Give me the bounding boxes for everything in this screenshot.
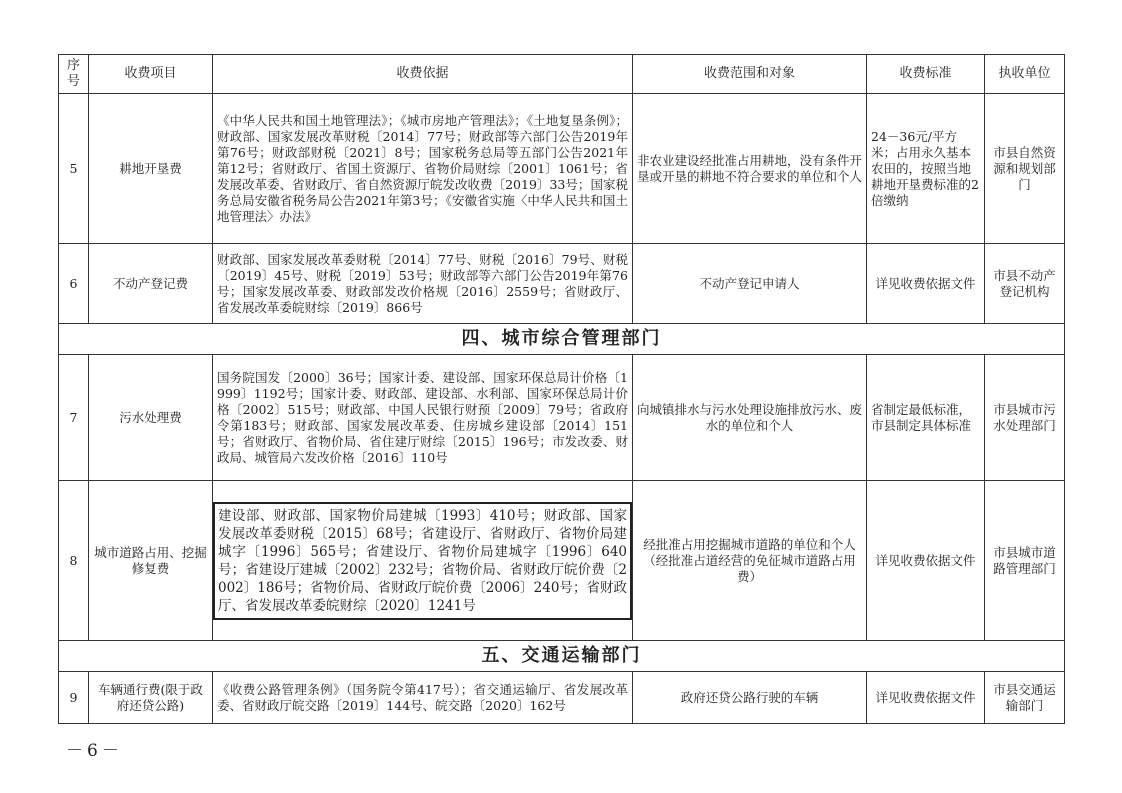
page-number: －6－ xyxy=(66,741,123,761)
row-item: 不动产登记费 xyxy=(89,244,213,324)
row-standard: 详见收费依据文件 xyxy=(867,244,985,324)
header-scope: 收费范围和对象 xyxy=(633,55,867,94)
fee-table xyxy=(58,54,1065,724)
row-scope: 不动产登记申请人 xyxy=(633,244,867,324)
row-basis: 财政部、国家发展改革委财税〔2014〕77号、财税〔2016〕79号、财税〔2019〕45号、财税〔2019〕53号；财政部等六部门公告2019年第76号；国家发展改革委、财政部发改价格规〔2016〕2559号；省财政厅、省发展改革委皖财综〔2019〕866号 xyxy=(213,244,633,324)
row-standard: 省制定最低标准，市县制定具体标准 xyxy=(867,355,985,481)
row-basis: 国务院国发〔2000〕36号；国家计委、建设部、国家环保总局计价格〔1999〕1192号；国家计委、财政部、建设部、水利部、国家环保总局计价格〔2002〕515号；财政部、中国人民银行财预〔2009〕79号；省政府令第183号；财政部、国家发展改革委、住房城乡建设部〔2014〕151号；省财政厅、省物价局、省住建厅财综〔2015〕196号；市发改委、财政局、城管局六发改价格〔2016〕110号 xyxy=(213,355,633,481)
table-row xyxy=(59,481,1065,641)
row-num: 6 xyxy=(59,244,89,324)
header-num: 序号 xyxy=(59,55,89,94)
section-row xyxy=(59,641,1065,672)
table-row xyxy=(59,244,1065,324)
row-scope: 政府还贷公路行驶的车辆 xyxy=(633,672,867,724)
header-basis: 收费依据 xyxy=(213,55,633,94)
section-title-5: 五、交通运输部门 xyxy=(59,641,1065,672)
table-row xyxy=(59,672,1065,724)
row-item: 车辆通行费(限于政府还贷公路) xyxy=(89,672,213,724)
row-standard: 24－36元/平方米；占用永久基本农田的，按照当地耕地开垦费标准的2倍缴纳 xyxy=(867,94,985,244)
row-scope: 非农业建设经批准占用耕地，没有条件开垦或开垦的耕地不符合要求的单位和个人 xyxy=(633,94,867,244)
row-item: 污水处理费 xyxy=(89,355,213,481)
row-basis: 《中华人民共和国土地管理法》；《城市房地产管理法》；《土地复垦条例》；财政部、国家发展改革财税〔2014〕77号；财政部等六部门公告2019年第76号；财政部财税〔2021〕8号；国家税务总局等五部门公告2021年第12号；省财政厅、省国土资源厅、省物价局财综〔2001〕1061号；省发展改革委、省财政厅、省自然资源厅皖发改收费〔2019〕33号；国家税务总局安徽省税务局公告2021年第3号；《安徽省实施〈中华人民共和国土地管理法〉办法》 xyxy=(213,94,633,244)
row-scope: 经批准占用挖掘城市道路的单位和个人（经批准占道经营的免征城市道路占用费） xyxy=(633,481,867,641)
row-unit: 市县城市污水处理部门 xyxy=(985,355,1065,481)
section-title-4: 四、城市综合管理部门 xyxy=(59,324,1065,355)
header-unit: 执收单位 xyxy=(985,55,1065,94)
row-basis-cell xyxy=(213,481,633,641)
table-row xyxy=(59,94,1065,244)
row-scope: 向城镇排水与污水处理设施排放污水、废水的单位和个人 xyxy=(633,355,867,481)
row-num: 8 xyxy=(59,481,89,641)
row-basis: 建设部、财政部、国家物价局建城〔1993〕410号；财政部、国家发展改革委财税〔2015〕68号；省建设厅、省财政厅、省物价局建城字〔1996〕565号；省建设厅、省物价局建城字〔1996〕640号；省建设厅建城〔2002〕232号；省物价局、省财政厅皖价费〔2002〕186号；省物价局、省财政厅皖价费〔2006〕240号；省财政厅、省发展改革委皖财综〔2020〕1241号 xyxy=(213,502,632,620)
row-basis: 《收费公路管理条例》（国务院令第417号）；省交通运输厅、省发展改革委、省财政厅皖交路〔2019〕144号、皖交路〔2020〕162号 xyxy=(213,672,633,724)
row-standard: 详见收费依据文件 xyxy=(867,481,985,641)
header-standard: 收费标准 xyxy=(867,55,985,94)
row-num: 5 xyxy=(59,94,89,244)
row-unit: 市县自然资源和规划部门 xyxy=(985,94,1065,244)
row-unit: 市县不动产登记机构 xyxy=(985,244,1065,324)
row-num: 9 xyxy=(59,672,89,724)
row-item: 耕地开垦费 xyxy=(89,94,213,244)
section-row xyxy=(59,324,1065,355)
header-item: 收费项目 xyxy=(89,55,213,94)
row-unit: 市县交通运输部门 xyxy=(985,672,1065,724)
row-item: 城市道路占用、挖掘修复费 xyxy=(89,481,213,641)
table-row xyxy=(59,355,1065,481)
header-row xyxy=(59,55,1065,94)
row-standard: 详见收费依据文件 xyxy=(867,672,985,724)
row-num: 7 xyxy=(59,355,89,481)
row-unit: 市县城市道路管理部门 xyxy=(985,481,1065,641)
